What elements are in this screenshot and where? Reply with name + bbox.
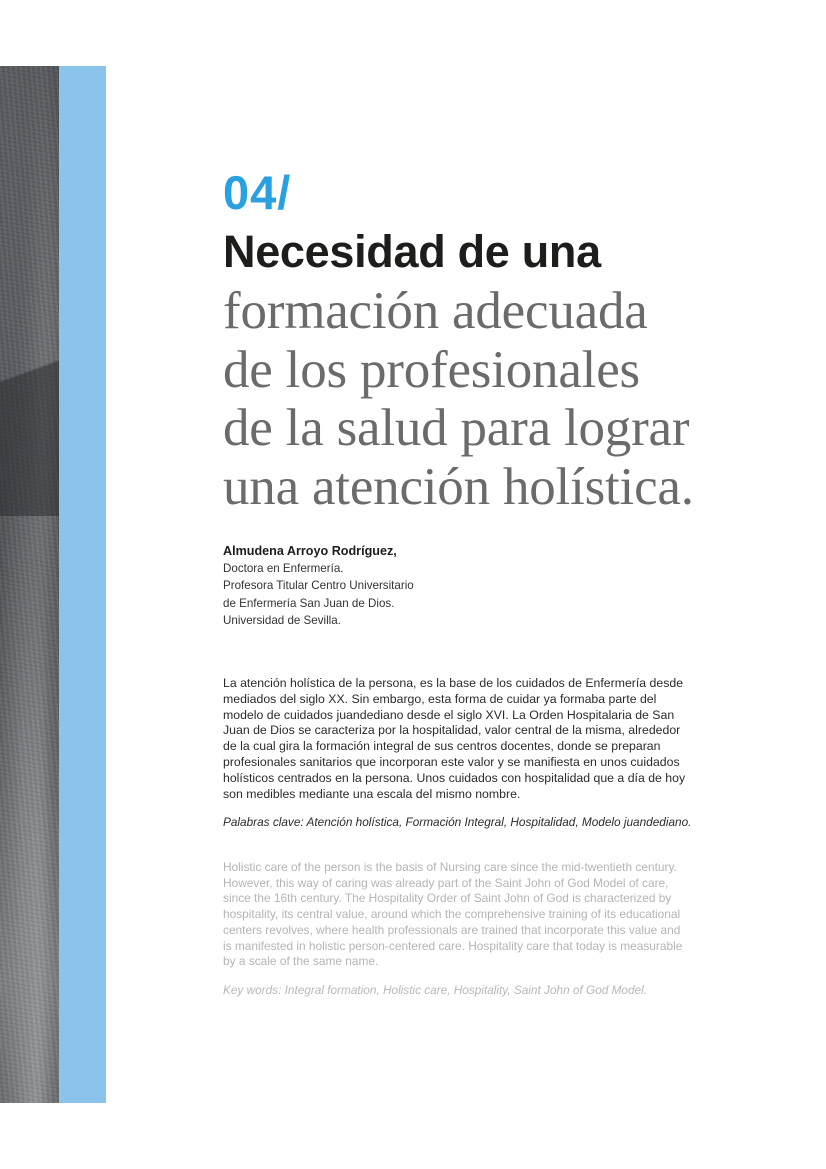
title-serif-line: de la salud para lograr: [223, 399, 690, 457]
author-affiliation: Profesora Titular Centro Universitario: [223, 579, 414, 593]
abstract-line: profesionales sanitarios que incorporan este valor y se manifiesta en unos cuidados: [223, 754, 680, 769]
abstract-line: Juan de Dios se caracteriza por la hospitalidad, valor central de la misma, alrededor: [223, 723, 681, 738]
keywords-spanish: Palabras clave: Atención holística, Formación Integral, Hospitalidad, Modelo juandediano.: [223, 815, 692, 829]
abstract-line: However, this way of caring was already part of the Saint John of God Model of care,: [223, 875, 669, 890]
abstract-line: centers revolves, where health professionals are trained that incorporate this value and: [223, 922, 681, 937]
abstract-line: since the 16th century. The Hospitality Order of Saint John of God is characterized by: [223, 891, 672, 906]
abstract-line: mediados del siglo XX. Sin embargo, esta forma de cuidar ya formaba parte del: [223, 691, 657, 706]
blue-accent-band: [59, 66, 106, 1103]
abstract-line: holísticos centrados en la persona. Unos cuidados con hospitalidad que a día de hoy: [223, 770, 686, 785]
abstract-line: son medibles mediante una escala del mismo nombre.: [223, 786, 521, 801]
title-serif-line: formación adecuada: [223, 282, 648, 340]
title-serif-line: de los profesionales: [223, 340, 640, 399]
title-serif-line: una atención holística.: [223, 457, 694, 516]
title-bold: Necesidad de una: [223, 226, 601, 277]
author-name: Almudena Arroyo Rodríguez,: [223, 544, 397, 558]
author-block: [223, 543, 414, 630]
abstract-line: hospitality, its central value, around which the comprehensive training of its educational: [223, 907, 681, 922]
abstract-line: de la cual gira la formación integral de sus centros docentes, donde se preparan: [223, 739, 661, 754]
author-affiliation: de Enfermería San Juan de Dios.: [223, 596, 395, 610]
author-affiliation: Universidad de Sevilla.: [223, 614, 341, 628]
side-photo-strip: [0, 66, 59, 1103]
abstract-line: La atención holística de la persona, es la base de los cuidados de Enfermería desde: [223, 676, 684, 690]
abstract-spanish: [223, 676, 733, 802]
keywords-english: Key words: Integral formation, Holistic care, Hospitality, Saint John of God Model.: [223, 983, 648, 997]
abstract-line: is manifested in holistic person-centered care. Hospitality care that today is measurable: [223, 938, 683, 953]
abstract-line: modelo de cuidados juandediano desde el siglo XVI. La Orden Hospitalaria de San: [223, 707, 675, 722]
author-affiliation: Doctora en Enfermería.: [223, 562, 344, 575]
abstract-line: by a scale of the same name.: [223, 954, 379, 969]
article-number: 04/: [223, 166, 292, 219]
title-serif: [223, 282, 694, 516]
abstract-line: Holistic care of the person is the basis of Nursing care since the mid-twentieth century.: [223, 860, 677, 874]
abstract-english: [223, 860, 733, 970]
